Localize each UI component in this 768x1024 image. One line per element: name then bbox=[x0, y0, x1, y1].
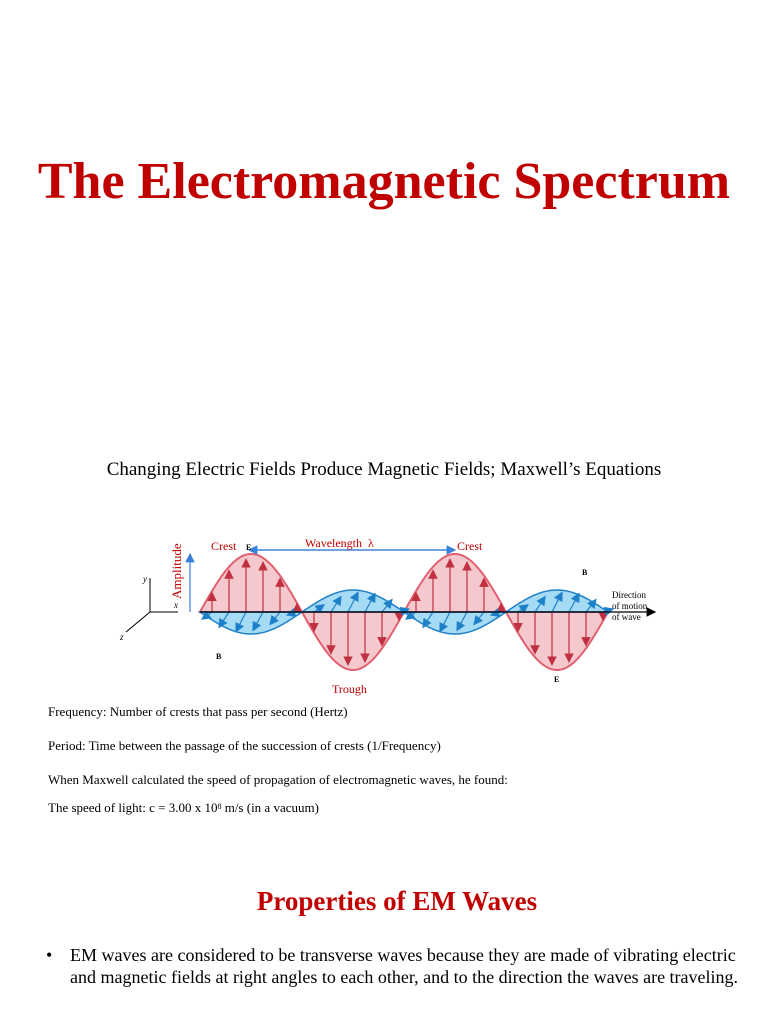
em-wave-diagram bbox=[110, 522, 670, 702]
speed-prefix: The speed of light: c = 3.00 x 10 bbox=[48, 800, 218, 815]
e-vector-label-top: E bbox=[246, 543, 252, 552]
direction-label-2: of motion bbox=[612, 601, 648, 611]
period-definition: Period: Time between the passage of the succession of crests (1/Frequency) bbox=[48, 738, 441, 753]
b-vector-label-left: B bbox=[216, 652, 222, 661]
speed-of-light bbox=[48, 800, 319, 816]
axis-y-label: y bbox=[143, 574, 147, 584]
axis-z-label: z bbox=[120, 632, 124, 642]
properties-heading: Properties of EM Waves bbox=[256, 886, 538, 916]
speed-exponent: 8 bbox=[217, 802, 222, 811]
crest-left-label: Crest bbox=[211, 539, 237, 553]
b-vector-label-right: B bbox=[582, 568, 588, 577]
axis-x-label: x bbox=[174, 600, 178, 610]
speed-suffix: m/s (in a vacuum) bbox=[221, 800, 319, 815]
amplitude-label: Amplitude bbox=[169, 543, 184, 599]
frequency-definition: Frequency: Number of crests that pass per second (Hertz) bbox=[48, 704, 348, 719]
crest-right-label: Crest bbox=[457, 539, 483, 553]
trough-label: Trough bbox=[332, 682, 367, 696]
bullet-marker: • bbox=[46, 945, 53, 965]
slide-title: The Electromagnetic Spectrum bbox=[37, 153, 731, 210]
bullet-item bbox=[48, 944, 748, 988]
bullet-text: EM waves are considered to be transverse waves because they are made of vibrating electric and magnetic fields at right angles to each other, and to the direction the waves are traveling. bbox=[70, 945, 739, 987]
section-heading: Changing Electric Fields Produce Magnetic Fields; Maxwell’s Equations bbox=[106, 459, 662, 480]
e-vector-label-bottom: E bbox=[554, 675, 560, 684]
maxwell-statement: When Maxwell calculated the speed of propagation of electromagnetic waves, he found: bbox=[48, 772, 508, 787]
direction-label-3: of wave bbox=[612, 612, 641, 622]
wavelength-label: Wavelength λ bbox=[305, 536, 374, 550]
direction-label-1: Direction bbox=[612, 590, 646, 600]
